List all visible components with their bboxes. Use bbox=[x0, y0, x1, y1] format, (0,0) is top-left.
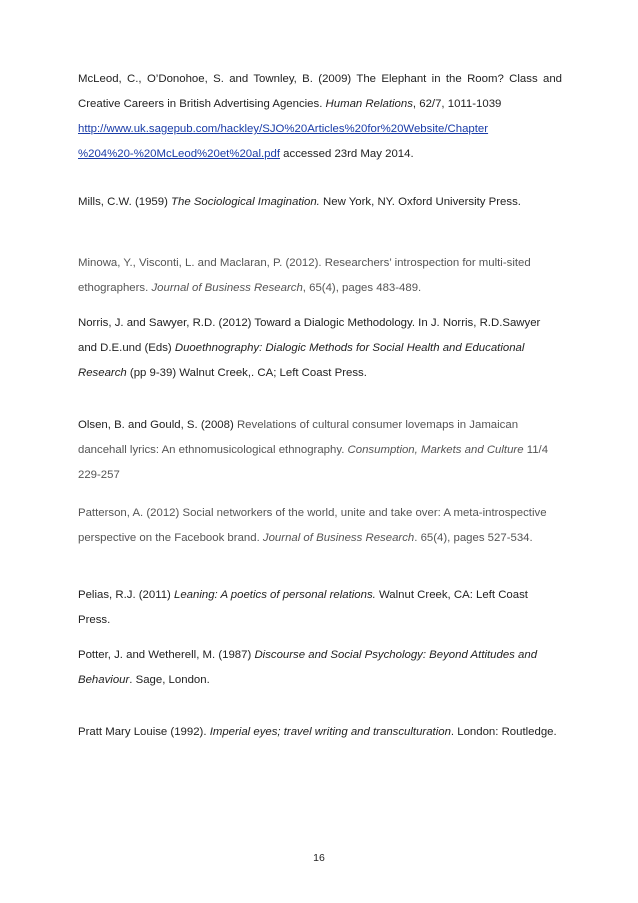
reference-patterson: Patterson, A. (2012) Social networkers of the world, unite and take over: A meta-introspective perspective on the Facebook brand. Journal of Business Research. 65(4), pages 527-534. bbox=[78, 507, 547, 544]
reference-potter: Potter, J. and Wetherell, M. (1987) Discourse and Social Psychology: Beyond Attitudes and Behaviour. Sage, London. bbox=[78, 649, 538, 686]
book-title: Leaning: A poetics of personal relations. bbox=[174, 589, 376, 601]
reference-pelias: Pelias, R.J. (2011) Leaning: A poetics of personal relations. Walnut Creek, CA: Left Coast Press. bbox=[78, 589, 528, 626]
journal-title: Consumption, Markets and Culture bbox=[347, 444, 524, 456]
reference-text: , 62/7, 1011-1039 bbox=[412, 98, 502, 110]
book-title: Duoethnography: Dialogic Methods for Social Health and Educational Research bbox=[78, 342, 525, 379]
reference-url-link-cont[interactable]: %204%20-%20McLeod%20et%20al.pdf bbox=[78, 148, 281, 160]
reference-text: accessed 23rd May 2014. bbox=[280, 148, 414, 160]
reference-minowa: Minowa, Y., Visconti, L. and Maclaran, P. (2012). Researchers’ introspection for multi-sited ethographers. Journal of Business Research, 65(4), pages 483-489. bbox=[78, 257, 531, 294]
book-title: Imperial eyes; travel writing and transculturation bbox=[209, 726, 451, 738]
journal-title: Human Relations bbox=[325, 98, 413, 110]
reference-pratt: Pratt Mary Louise (1992). Imperial eyes; travel writing and transculturation. London: Routledge. bbox=[78, 726, 557, 738]
book-title: Discourse and Social Psychology: Beyond Attitudes and Behaviour bbox=[78, 649, 538, 686]
page-number: 16 bbox=[313, 852, 325, 864]
reference-url-link[interactable]: http://www.uk.sagepub.com/hackley/SJO%20Articles%20for%20Website/Chapter bbox=[78, 123, 489, 135]
reference-olsen: Olsen, B. and Gould, S. (2008) Revelations of cultural consumer lovemaps in Jamaican dancehall lyrics: An ethnomusicological ethnography. Consumption, Markets and Culture 11/4 229-257 bbox=[78, 419, 549, 481]
journal-title: Journal of Business Research bbox=[262, 532, 415, 544]
book-title: The Sociological Imagination. bbox=[171, 196, 320, 208]
reference-norris: Norris, J. and Sawyer, R.D. (2012) Toward a Dialogic Methodology. In J. Norris, R.D.Sawyer and D.E.und (Eds) Duoethnography: Dialogic Methods for Social Health and Educational Research (pp 9-39) Walnut Creek,. CA; Left Coast Press. bbox=[78, 317, 541, 379]
reference-mills: Mills, C.W. (1959) The Sociological Imagination. New York, NY. Oxford University Press. bbox=[78, 196, 521, 208]
reference-text: McLeod, C., O’Donohoe, S. and Townley, B. (2009) The Elephant in the Room? Class and Creative Careers in British Advertising Agencies. bbox=[78, 73, 562, 110]
journal-title: Journal of Business Research bbox=[151, 282, 303, 294]
reference-mcleod bbox=[78, 67, 562, 167]
